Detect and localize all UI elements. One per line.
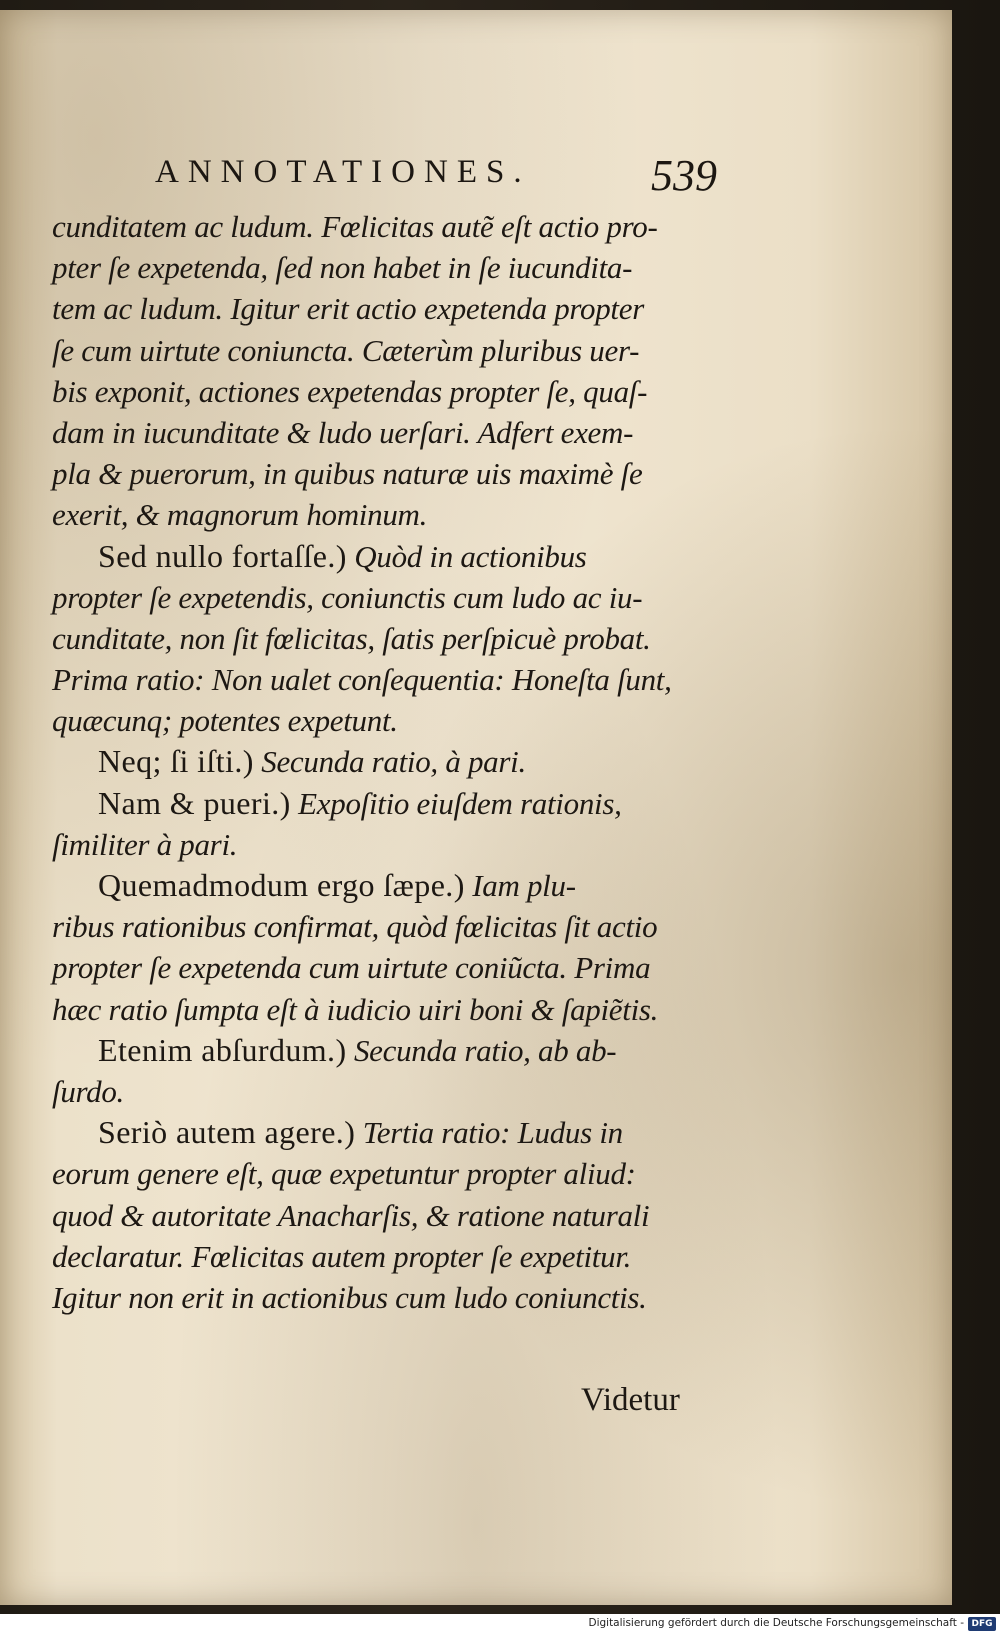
- line-text: propter ſe expetendis, coniunctis cum ludo ac iu-: [52, 579, 643, 615]
- line-text: declaratur. Fœlicitas autem propter ſe expetitur.: [52, 1238, 632, 1274]
- page-number: 539: [651, 151, 717, 200]
- text-line: [52, 741, 732, 782]
- text-line: [52, 1071, 732, 1112]
- line-text: Secunda ratio, ab ab-: [346, 1032, 617, 1068]
- text-line: [52, 1153, 732, 1194]
- text-line: [52, 536, 732, 577]
- text-line: [52, 783, 732, 824]
- text-line: [52, 618, 732, 659]
- line-text: ſimiliter à pari.: [52, 826, 238, 862]
- line-text: cunditatem ac ludum. Fœlicitas autẽ eſt actio pro-: [52, 209, 658, 244]
- line-text: cunditate, non ſit fœlicitas, ſatis perſpicuè probat.: [52, 620, 651, 656]
- text-line: [52, 1112, 732, 1153]
- line-text: pter ſe expetenda, ſed non habet in ſe iucundita-: [52, 250, 633, 286]
- text-line: [52, 371, 732, 412]
- text-line: [52, 824, 732, 865]
- text-line: [52, 1236, 732, 1277]
- funding-credit: Digitalisierung gefördert durch die Deutsche Forschungsgemeinschaft -: [588, 1617, 964, 1629]
- line-text: quæcunq; potentes expetunt.: [52, 703, 398, 739]
- lemma: Etenim abſurdum.): [98, 1031, 347, 1068]
- text-line: [52, 494, 732, 535]
- lemma: Neq; ſi iſti.): [98, 743, 254, 780]
- text-line: [52, 700, 732, 741]
- text-line: [52, 865, 732, 906]
- line-text: eorum genere eſt, quæ expetuntur propter aliud:: [52, 1156, 636, 1192]
- text-line: [52, 1195, 732, 1236]
- line-text: propter ſe expetenda cum uirtute coniũcta. Prima: [52, 950, 651, 986]
- text-line: [52, 1030, 732, 1071]
- dfg-logo: DFG: [968, 1617, 996, 1631]
- line-text: Expoſitio eiuſdem rationis,: [290, 785, 622, 821]
- line-text: exerit, & magnorum hominum.: [52, 497, 428, 533]
- line-text: pla & puerorum, in quibus naturæ uis maximè ſe: [52, 456, 643, 492]
- text-line: [52, 206, 732, 247]
- line-text: Prima ratio: Non ualet conſequentia: Honeſta ſunt,: [52, 662, 672, 698]
- line-text: Quòd in actionibus: [346, 538, 587, 574]
- line-text: Igitur non erit in actionibus cum ludo coniunctis.: [52, 1279, 647, 1315]
- commentary-text: [52, 206, 732, 1318]
- text-line: [52, 906, 732, 947]
- text-line: [52, 577, 732, 618]
- line-text: hæc ratio ſumpta eſt à iudicio uiri boni & ſapiẽtis.: [52, 991, 659, 1027]
- text-line: [52, 288, 732, 329]
- text-line: [52, 412, 732, 453]
- lemma: Quemadmodum ergo ſæpe.): [98, 867, 465, 903]
- line-text: Secunda ratio, à pari.: [253, 744, 526, 780]
- line-text: ſurdo.: [52, 1073, 124, 1109]
- text-line: [52, 947, 732, 988]
- text-line: [52, 453, 732, 494]
- lemma: Seriò autem agere.): [98, 1114, 356, 1151]
- lemma: Nam & pueri.): [98, 784, 291, 821]
- text-line: [52, 330, 732, 371]
- line-text: bis exponit, actiones expetendas propter ſe, quaſ-: [52, 373, 648, 409]
- book-page: [0, 10, 952, 1605]
- page-header: [0, 150, 952, 210]
- text-line: [52, 989, 732, 1030]
- line-text: Iam plu-: [464, 868, 576, 903]
- text-line: [52, 1277, 732, 1318]
- line-text: ſe cum uirtute coniuncta. Cæterùm pluribus uer-: [52, 332, 640, 368]
- digitization-footer: [0, 1614, 1000, 1635]
- lemma: Sed nullo fortaſſe.): [98, 537, 347, 574]
- line-text: tem ac ludum. Igitur erit actio expetenda propter: [52, 291, 644, 327]
- catchword: Videtur: [581, 1382, 680, 1418]
- running-head: ANNOTATIONES.: [155, 154, 531, 190]
- line-text: ribus rationibus confirmat, quòd fœlicitas ſit actio: [52, 909, 658, 945]
- line-text: dam in iucunditate & ludo uerſari. Adfert exem-: [52, 414, 634, 450]
- text-line: [52, 659, 732, 700]
- line-text: quod & autoritate Anacharſis, & ratione naturali: [52, 1197, 650, 1233]
- line-text: Tertia ratio: Ludus in: [355, 1115, 623, 1151]
- text-line: [52, 247, 732, 288]
